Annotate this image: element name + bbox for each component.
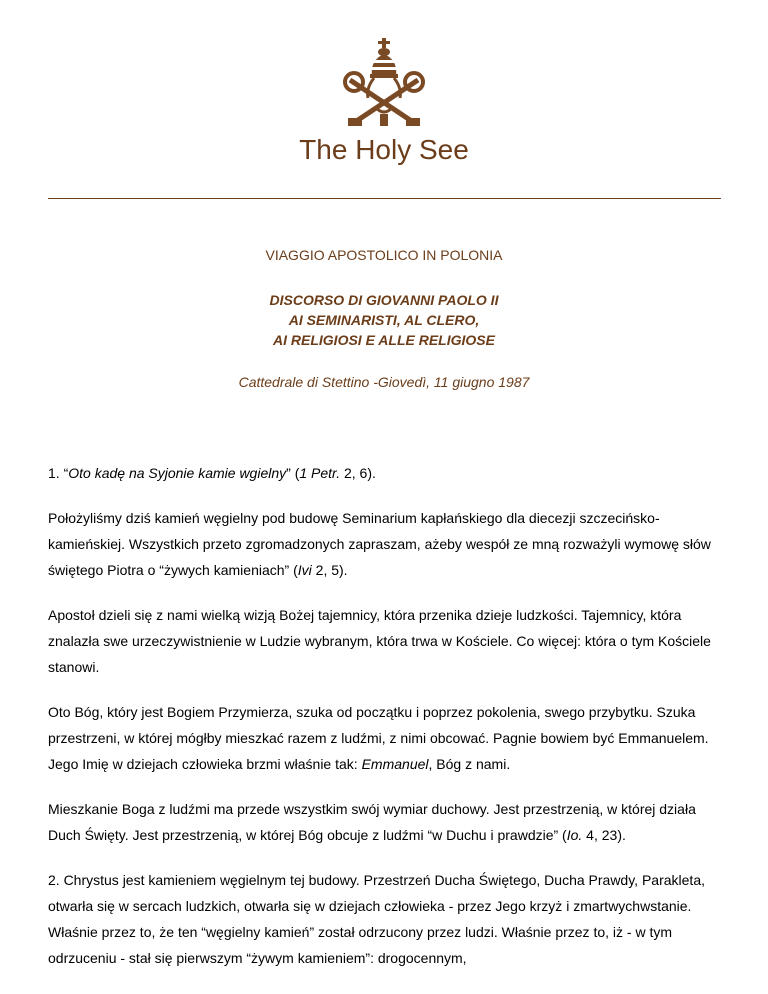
paragraph-4: Oto Bóg, który jest Bogiem Przymierza, szuka od początku i poprzez pokolenia, swego przybytku. Szuka przestrzeni, w której mógłby mieszkać razem z ludźmi, z nimi obcować. Pagnie bowiem być Emmanuelem. Jego Imię w dziejach człowieka brzmi właśnie tak: Emmanuel, Bóg z nami. <box>48 704 709 772</box>
trip-title: VIAGGIO APOSTOLICO IN POLONIA <box>265 247 503 263</box>
papal-emblem-icon <box>340 38 428 130</box>
paragraph-6: 2. Chrystus jest kamieniem węgielnym tej budowy. Przestrzeń Ducha Świętego, Ducha Prawdy, Parakleta, otwarła się w sercach ludzkich, otwarła się w dziejach człowieka - przez Jego krzyż i zmartwychwstanie. Właśnie przez to, że ten “węgielny kamień” został odrzucony przez ludzi. Właśnie przez to, iż - w tym odrzuceniu - stał się pierwszym “żywym kamieniem”: drogocennym, <box>48 872 705 966</box>
header-divider <box>48 198 721 199</box>
paragraph-3: Apostoł dzieli się z nami wielką wizją Bożej tajemnicy, która przenika dzieje ludzkości. Tajemnicy, która znalazła swe urzeczywistnienie w Ludzie wybranym, która trwa w Kościele. Co więcej: która o tym Kościele stanowi. <box>48 607 711 675</box>
heading-line: AI SEMINARISTI, AL CLERO, <box>288 312 480 328</box>
document-heading <box>0 290 768 350</box>
heading-line: DISCORSO DI GIOVANNI PAOLO II <box>269 292 499 308</box>
paragraph-1: 1. “Oto kadę na Syjonie kamie wgielny” (1 Petr. 2, 6). <box>48 465 376 481</box>
site-title: The Holy See <box>299 134 469 165</box>
document-body <box>48 460 728 990</box>
place-date: Cattedrale di Stettino -Giovedì, 11 giugno 1987 <box>238 374 530 390</box>
paragraph-5: Mieszkanie Boga z ludźmi ma przede wszystkim swój wymiar duchowy. Jest przestrzenią, w której działa Duch Święty. Jest przestrzenią, w której Bóg obcuje z ludźmi “w Duchu i prawdzie” (Io. 4, 23). <box>48 801 696 843</box>
paragraph-2: Położyliśmy dziś kamień węgielny pod budowę Seminarium kapłańskiego dla diecezji szczecińsko-kamieńskiej. Wszystkich przeto zgromadzonych zapraszam, ażeby wespół ze mną rozważyli wymowę słów świętego Piotra o “żywych kamieniach” (Ivi 2, 5). <box>48 510 711 578</box>
heading-line: AI RELIGIOSI E ALLE RELIGIOSE <box>273 332 495 348</box>
